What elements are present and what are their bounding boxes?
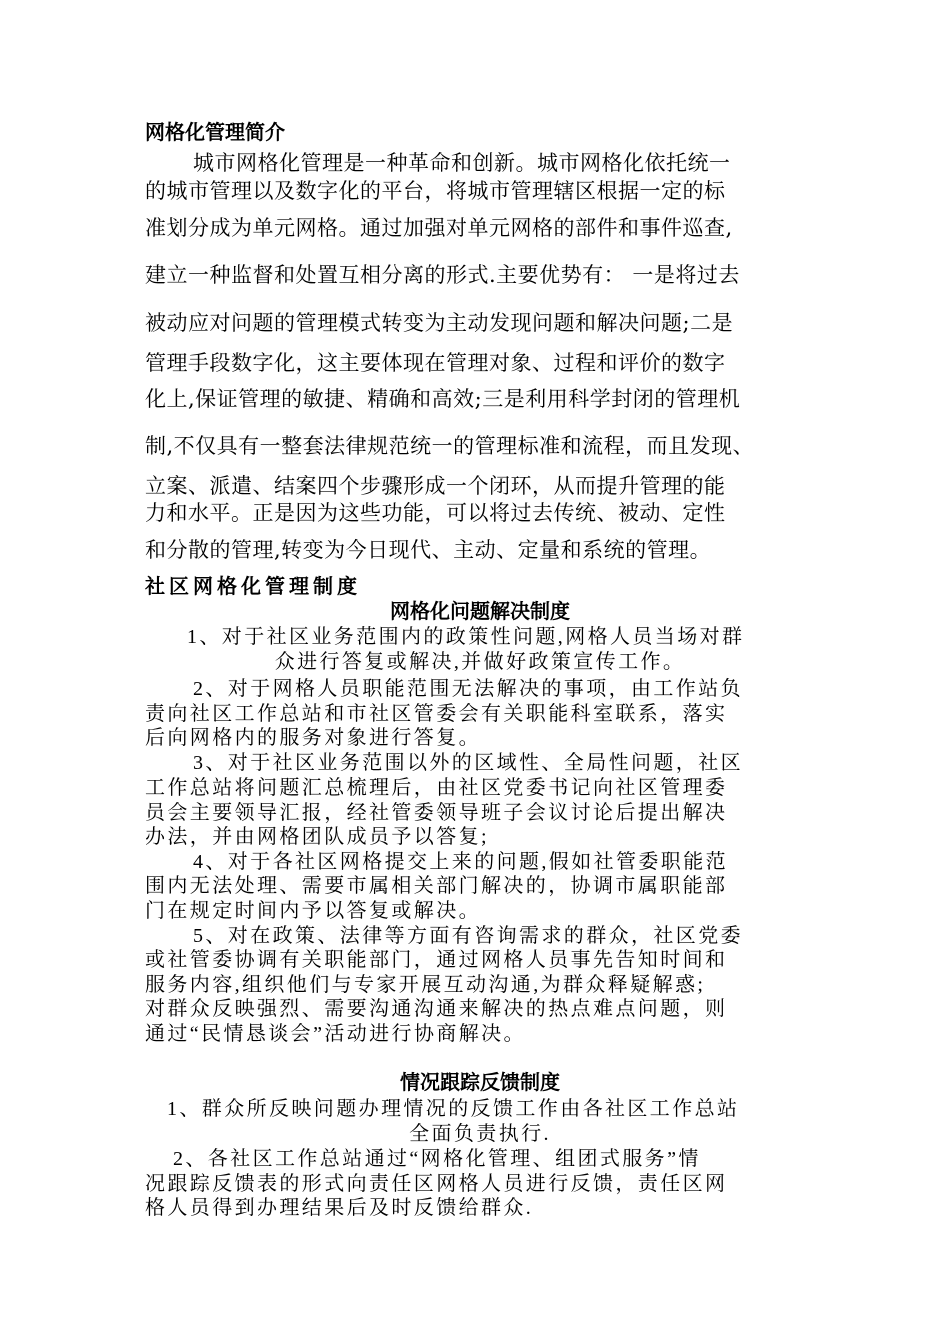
section2-line: 2、各社区工作总站通过“网格化管理、组团式服务”情: [173, 1148, 701, 1170]
section1-line: 2、对于网格人员职能范围无法解决的事项，由工作站负: [193, 678, 743, 700]
intro-line: 立案、派遣、结案四个步骤形成一个闭环，从而提升管理的能: [145, 474, 726, 498]
intro-line: 管理手段数字化，这主要体现在管理对象、过程和评价的数字: [145, 351, 726, 375]
intro-line: 制,不仅具有一整套法律规范统一的管理标准和流程，而且发现、: [145, 434, 755, 458]
section1-line: 对群众反映强烈、需要沟通沟通来解决的热点难点问题，则: [145, 998, 728, 1020]
intro-line: 城市网格化管理是一种革命和创新。城市网格化依托统一: [193, 151, 731, 175]
section1-line: 办法，并由网格团队成员予以答复;: [145, 826, 489, 848]
system-title: 社区网格化管理制度: [145, 574, 361, 598]
section1-line: 5、对在政策、法律等方面有咨询需求的群众，社区党委: [193, 925, 743, 947]
section1-line: 工作总站将问题汇总梳理后，由社区党委书记向社区管理委: [145, 777, 728, 799]
intro-line: 的城市管理以及数字化的平台，将城市管理辖区根据一定的标: [145, 179, 726, 203]
section1-line: 围内无法处理、需要市属相关部门解决的，协调市属职能部: [145, 875, 728, 897]
section2-line: 全面负责执行.: [409, 1123, 551, 1145]
intro-line: 化上,保证管理的敏捷、精确和高效;三是利用科学封闭的管理机: [145, 387, 741, 411]
section2-line: 况跟踪反馈表的形式向责任区网格人员进行反馈，责任区网: [145, 1173, 728, 1195]
intro-line: 建立一种监督和处置互相分离的形式.主要优势有： 一是将过去: [145, 263, 740, 287]
section1-line: 4、对于各社区网格提交上来的问题,假如社管委职能范: [193, 851, 728, 873]
section1-line: 门在规定时间内予以答复或解决。: [145, 900, 481, 922]
section-title-tracking-feedback: 情况跟踪反馈制度: [400, 1070, 560, 1094]
section1-line: 众进行答复或解决,并做好政策宣传工作。: [274, 651, 686, 673]
section2-line: 格人员得到办理结果后及时反馈给群众.: [145, 1197, 534, 1219]
section1-line: 员会主要领导汇报，经社管委领导班子会议讨论后提出解决: [145, 802, 728, 824]
intro-line: 力和水平。正是因为这些功能，可以将过去传统、被动、定性: [145, 501, 726, 525]
intro-line: 被动应对问题的管理模式转变为主动发现问题和解决问题;二是: [145, 311, 734, 335]
section2-line: 1、群众所反映问题办理情况的反馈工作由各社区工作总站: [167, 1098, 740, 1120]
section1-line: 1、对于社区业务范围内的政策性问题,网格人员当场对群: [187, 626, 745, 648]
intro-title: 网格化管理简介: [145, 120, 285, 144]
intro-line: 和分散的管理,转变为今日现代、主动、定量和系统的管理。: [145, 538, 712, 562]
section1-line: 后向网格内的服务对象进行答复。: [145, 727, 481, 749]
section1-line: 3、对于社区业务范围以外的区域性、全局性问题，社区: [193, 752, 743, 774]
section1-line: 或社管委协调有关职能部门，通过网格人员事先告知时间和: [145, 949, 728, 971]
section-title-problem-solving: 网格化问题解决制度: [390, 599, 570, 623]
section1-line: 服务内容,组织他们与专家开展互动沟通,为群众释疑解惑;: [145, 974, 706, 996]
section1-line: 通过“民情恳谈会”活动进行协商解决。: [145, 1023, 526, 1045]
intro-line: 准划分成为单元网格。通过加强对单元网格的部件和事件巡查,: [145, 216, 733, 240]
section1-line: 责向社区工作总站和市社区管委会有关职能科室联系，落实: [145, 703, 728, 725]
